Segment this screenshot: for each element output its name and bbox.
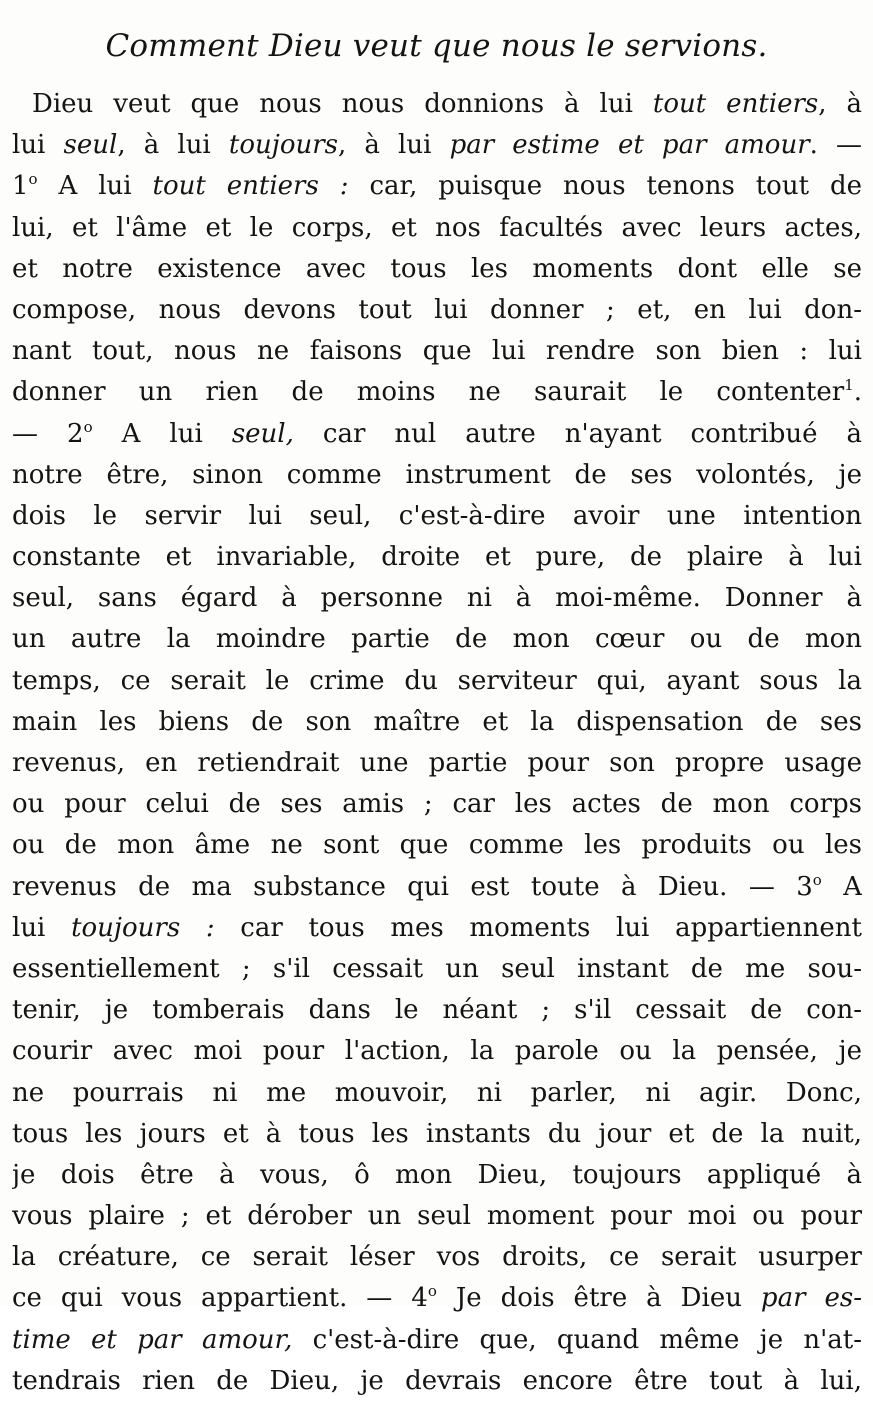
text-line (12, 619, 862, 660)
text-run: c'est-à-dire que, quand même je n'at- (292, 1324, 862, 1355)
text-line (12, 867, 862, 908)
text-line (12, 537, 862, 578)
text-line (12, 1196, 862, 1237)
text-run: dois le servir lui seul, c'est-à-dire avoir une intention (12, 500, 862, 531)
text-run: , à lui (117, 130, 229, 161)
text-line (12, 908, 862, 949)
text-run: . (853, 377, 862, 408)
text-line (12, 414, 862, 455)
text-line (12, 372, 862, 413)
text-line (12, 661, 862, 702)
text-run: notre être, sinon comme instrument de ses volontés, je (12, 459, 862, 490)
text-run: ce qui vous appartient. — 4 (12, 1283, 428, 1314)
text-run: la créature, ce serait léser vos droits, ce serait usurper (12, 1242, 862, 1273)
text-line (12, 249, 862, 290)
text-run: tenir, je tomberais dans le néant ; s'il cessait de con- (12, 995, 862, 1026)
italic-run: time et par amour, (12, 1324, 293, 1355)
text-run: main les biens de son maître et la dispensation de ses (12, 706, 862, 737)
text-line (12, 1155, 862, 1196)
italic-run: seul, (231, 418, 294, 449)
text-run: courir avec moi pour l'action, la parole ou la pensée, je (12, 1036, 862, 1067)
text-run: tous les jours et à tous les instants du jour et de la nuit, (12, 1118, 862, 1149)
text-line (12, 825, 862, 866)
text-run: et notre existence avec tous les moments dont elle se (12, 253, 862, 284)
text-line (12, 1031, 862, 1072)
italic-run: seul (63, 130, 118, 161)
text-run: seul, sans égard à personne ni à moi-même. Donner à (12, 583, 862, 614)
text-run: temps, ce serait le crime du serviteur qui, ayant sous la (12, 665, 862, 696)
text-line (12, 1073, 862, 1114)
text-run: compose, nous devons tout lui donner ; et, en lui don- (12, 294, 862, 325)
text-run: car, puisque nous tenons tout de (348, 171, 862, 202)
text-line (12, 784, 862, 825)
superscript-run: o (28, 170, 38, 189)
text-line (12, 455, 862, 496)
text-run: A lui (37, 171, 153, 202)
text-line (12, 949, 862, 990)
italic-run: tout entiers : (152, 171, 349, 202)
text-line (12, 702, 862, 743)
paragraph-body (12, 84, 862, 1402)
text-line (12, 1361, 862, 1402)
text-line (12, 743, 862, 784)
text-line (12, 166, 862, 207)
text-run: , à lui (337, 130, 450, 161)
text-run: A lui (92, 418, 232, 449)
text-line (12, 1278, 862, 1319)
italic-run: par estime et par amour (449, 130, 810, 161)
text-run: Dieu veut que nous nous donnions à lui (32, 89, 653, 119)
superscript-run: o (427, 1282, 437, 1301)
text-run: je dois être à vous, ô mon Dieu, toujours appliqué à (12, 1159, 862, 1190)
text-run: A (821, 871, 862, 902)
text-run: lui (12, 130, 64, 161)
text-line (12, 290, 862, 331)
text-run: revenus de ma substance qui est toute à Dieu. — 3 (12, 871, 813, 902)
text-line (12, 1114, 862, 1155)
text-line (12, 496, 862, 537)
superscript-run: o (83, 417, 93, 436)
text-run: ou de mon âme ne sont que comme les produits ou les (12, 830, 862, 861)
italic-run: tout entiers (652, 89, 819, 119)
text-line (12, 125, 862, 166)
superscript-run: o (812, 870, 822, 889)
text-run: lui, et l'âme et le corps, et nos facultés avec leurs actes, (12, 212, 862, 243)
text-line (12, 208, 862, 249)
text-run: revenus, en retiendrait une partie pour son propre usage (12, 748, 862, 778)
italic-run: par es- (760, 1283, 862, 1314)
text-run: un autre la moindre partie de mon cœur ou de mon (12, 624, 862, 655)
text-run: — 2 (12, 418, 84, 449)
text-run: 1 (12, 171, 29, 202)
text-run: essentiellement ; s'il cessait un seul instant de me sou- (12, 953, 862, 984)
text-line (12, 331, 862, 372)
text-run: donner un rien de moins ne saurait le contenter (12, 377, 845, 408)
text-line (12, 84, 862, 125)
text-run: lui (12, 912, 72, 943)
text-run: car tous mes moments lui appartiennent (214, 912, 862, 943)
text-line (12, 990, 862, 1031)
text-run: , à (818, 89, 862, 119)
text-run: Je dois être à Dieu (436, 1283, 761, 1314)
text-run: ne pourrais ni me mouvoir, ni parler, ni agir. Donc, (12, 1077, 862, 1108)
text-run: ou pour celui de ses amis ; car les actes de mon corps (12, 789, 862, 820)
text-line (12, 1237, 862, 1278)
text-run: tendrais rien de Dieu, je devrais encore être tout à lui, (12, 1365, 862, 1396)
text-run: car nul autre n'ayant contribué à (293, 418, 862, 449)
text-run: constante et invariable, droite et pure, de plaire à lui (12, 542, 862, 573)
section-heading: Comment Dieu veut que nous le servions. (105, 28, 768, 64)
superscript-run: 1 (844, 376, 854, 395)
italic-run: toujours : (71, 912, 215, 943)
text-run: nant tout, nous ne faisons que lui rendre son bien : lui (12, 336, 862, 367)
text-line (12, 578, 862, 619)
text-run: vous plaire ; et dérober un seul moment pour moi ou pour (12, 1201, 862, 1232)
text-line (12, 1320, 862, 1361)
italic-run: toujours (228, 130, 338, 161)
text-run: . — (809, 130, 862, 161)
